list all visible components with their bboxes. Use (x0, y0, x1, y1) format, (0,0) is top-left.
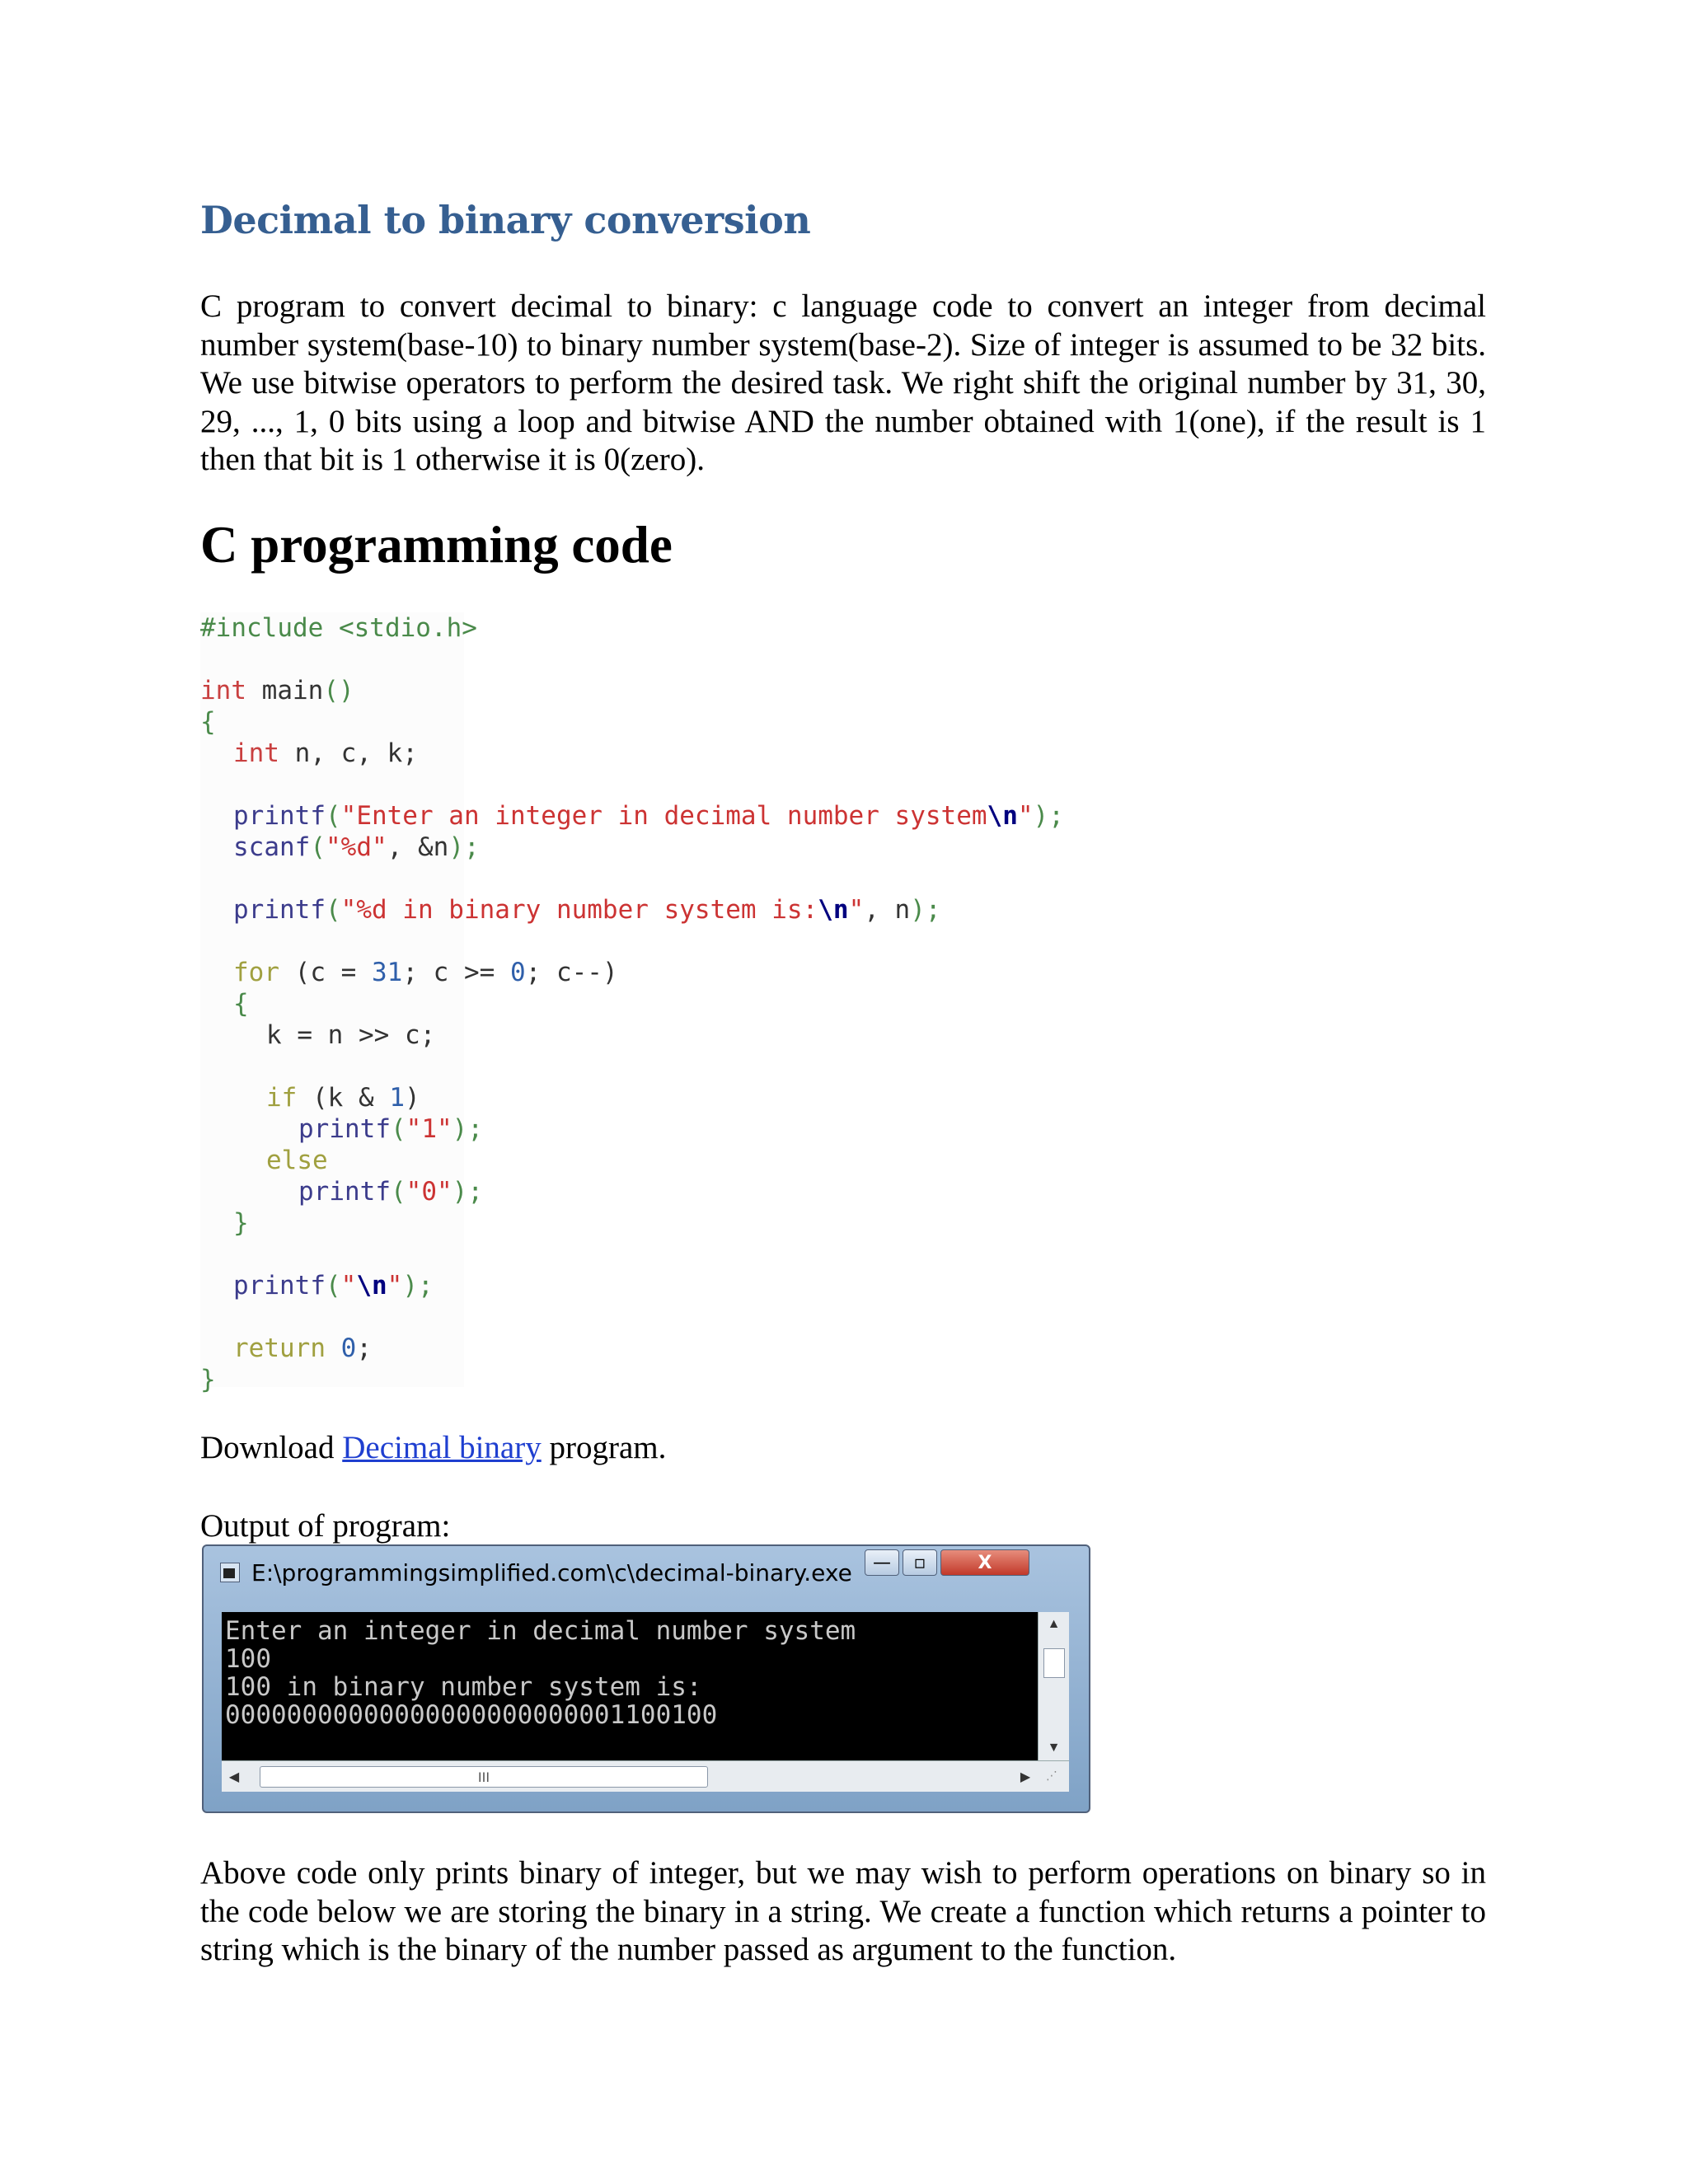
console-line: 100 in binary number system is: (225, 1672, 702, 1702)
scroll-right-icon[interactable]: ▶ (1020, 1769, 1031, 1784)
keyword: else (266, 1146, 328, 1175)
console-line: Enter an integer in decimal number system (225, 1616, 856, 1646)
function-name: main (246, 676, 324, 705)
brace: } (200, 1365, 216, 1394)
function-name: printf (233, 1271, 326, 1301)
code-line-decl (233, 738, 418, 769)
string-literal: "1" (406, 1114, 452, 1144)
code-line-printf-result (233, 894, 941, 926)
output-label: Output of program: (200, 1508, 451, 1544)
console-app-icon (220, 1563, 240, 1582)
type-keyword: int (200, 676, 246, 705)
brace: { (200, 707, 216, 737)
close-icon: X (978, 1552, 992, 1573)
code-line-open-brace (200, 706, 216, 738)
close-button[interactable] (940, 1549, 1029, 1576)
scroll-left-icon[interactable]: ◀ (228, 1769, 240, 1784)
scroll-up-icon[interactable]: ▲ (1047, 1617, 1061, 1631)
semicolon: ; (356, 1333, 372, 1363)
code-line-close-brace (200, 1364, 216, 1395)
keyword: for (233, 958, 279, 987)
code-line-shift (266, 1019, 435, 1051)
for-part: (c = (279, 958, 372, 987)
vertical-scrollbar[interactable] (1038, 1612, 1069, 1760)
download-link[interactable]: Decimal binary (342, 1430, 542, 1465)
statement: k = n >> c; (266, 1020, 436, 1050)
parens: () (323, 676, 354, 705)
string-quote: " (848, 895, 865, 925)
arguments: , n (864, 895, 911, 925)
minimize-icon: — (873, 1552, 891, 1573)
page-title: Decimal to binary conversion (200, 198, 811, 242)
identifiers: n, c, k; (279, 738, 418, 768)
console-output (222, 1612, 1038, 1760)
paren: ( (325, 1271, 341, 1301)
console-line: 00000000000000000000000001100100 (225, 1700, 718, 1730)
escape-sequence: \n (818, 895, 849, 925)
string-quote: " (387, 1271, 403, 1301)
code-heading: C programming code (200, 516, 673, 574)
paren-semi: ); (910, 895, 941, 925)
code-line-main (200, 675, 354, 706)
paren-semi: ); (402, 1271, 434, 1301)
include-directive: #include <stdio.h> (200, 613, 477, 643)
resize-grip-icon[interactable]: ⋰ (1046, 1769, 1057, 1783)
string-literal: "Enter an integer in decimal number system (340, 801, 987, 831)
horizontal-scrollbar[interactable] (222, 1760, 1069, 1792)
paren: ( (325, 801, 341, 831)
code-line-printf-newline (233, 1270, 434, 1301)
string-literal: "%d in binary number system is: (340, 895, 818, 925)
download-prefix: Download (200, 1430, 335, 1465)
keyword: if (266, 1083, 298, 1113)
function-name: printf (233, 801, 326, 831)
escape-sequence: \n (987, 801, 1018, 831)
brace: } (233, 1208, 249, 1238)
maximize-button[interactable] (903, 1549, 937, 1576)
code-line-print-one (298, 1113, 483, 1145)
function-name: scanf (233, 832, 311, 862)
code-line-print-zero (298, 1176, 483, 1207)
string-literal: "%d" (326, 832, 387, 862)
code-line-return (233, 1333, 372, 1364)
maximize-icon: ▫ (913, 1552, 926, 1573)
string-literal: "0" (406, 1177, 452, 1207)
code-line-include (200, 612, 477, 644)
console-line: 100 (225, 1644, 271, 1674)
code-line-printf-prompt (233, 800, 1064, 832)
download-line (200, 1429, 666, 1467)
paren-semi: ); (448, 832, 480, 862)
arguments: , &n (387, 832, 449, 862)
string-quote: " (340, 1271, 357, 1301)
horizontal-scroll-thumb[interactable] (260, 1766, 708, 1788)
type-keyword: int (233, 738, 279, 768)
console-title: E:\programmingsimplified.com\c\decimal-binary.exe (251, 1558, 852, 1586)
function-name: printf (233, 895, 326, 925)
number: 0 (325, 1333, 357, 1363)
outro-paragraph: Above code only prints binary of integer, but we may wish to perform operations on binary so in the code below we are storing the binary in a string. We create a function which returns a pointer to string which is the binary of the number passed as argument to the function. (200, 1855, 1486, 1967)
code-line-else (266, 1145, 328, 1176)
code-line-if (266, 1082, 420, 1113)
for-part: ; c--) (525, 958, 618, 987)
intro-paragraph: C program to convert decimal to binary: c language code to convert an integer from decimal number system(base-10) to binary number system(base-2). Size of integer is assumed to be 32 bits. We use bitwise operators to perform the desired task. We right shift the original number by 31, 30, 29, ..., 1, 0 bits using a loop and bitwise AND the number obtained with 1(one), if the result is 1 then that bit is 1 otherwise it is 0(zero). (200, 288, 1486, 477)
paren: ( (310, 832, 326, 862)
minimize-button[interactable] (865, 1549, 899, 1576)
download-suffix: program. (549, 1430, 667, 1465)
console-window (202, 1544, 1090, 1813)
paren-semi: ); (1033, 801, 1064, 831)
for-part: ; c >= (402, 958, 510, 987)
scroll-down-icon[interactable]: ▼ (1047, 1741, 1061, 1755)
number: 0 (509, 958, 526, 987)
brace: { (233, 989, 249, 1019)
code-line-scanf (233, 832, 480, 863)
function-name: printf (298, 1177, 391, 1207)
vertical-scroll-thumb[interactable] (1043, 1648, 1065, 1678)
code-line-for-close (233, 1207, 249, 1239)
paren: ( (325, 895, 341, 925)
number: 31 (371, 958, 403, 987)
paren-semi: ); (452, 1114, 483, 1144)
scroll-grip-icon: III (477, 1769, 490, 1785)
number: 1 (389, 1083, 405, 1113)
string-quote: " (1017, 801, 1034, 831)
code-line-for (233, 957, 618, 988)
keyword: return (233, 1333, 326, 1363)
function-name: printf (298, 1114, 391, 1144)
console-title-bar[interactable] (220, 1556, 896, 1589)
paren: ( (390, 1177, 406, 1207)
if-part: (k & (297, 1083, 390, 1113)
if-part: ) (404, 1083, 420, 1113)
code-line-for-open (233, 988, 249, 1019)
escape-sequence: \n (356, 1271, 387, 1301)
paren: ( (390, 1114, 406, 1144)
paren-semi: ); (452, 1177, 483, 1207)
